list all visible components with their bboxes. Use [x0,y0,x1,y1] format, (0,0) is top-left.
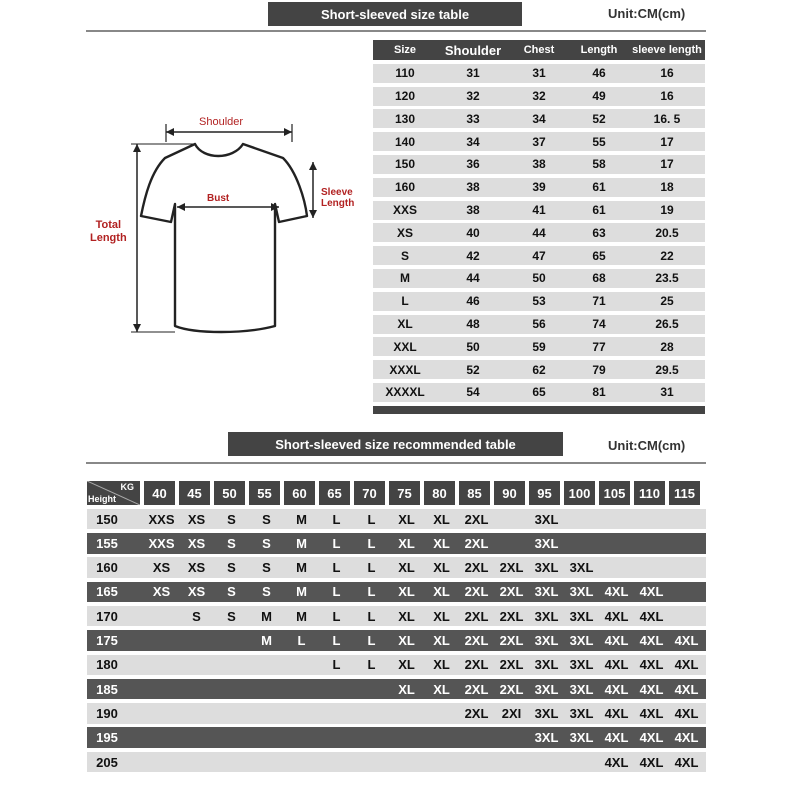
cell-length: 81 [592,385,606,400]
size-cell: 4XL [604,730,629,746]
cell-chest: 65 [532,385,546,400]
size-cell: 2XL [464,657,489,673]
size-cell: 2XL [499,560,524,576]
height-label: Height [88,494,116,504]
size-cell: XS [152,560,171,576]
cell-sleeve-length: 19 [660,203,674,218]
size-table [373,40,705,414]
cell-size: L [401,294,409,309]
size-cell: XS [187,560,206,576]
size-table-row [373,178,705,197]
cell-sleeve-length: 29.5 [655,362,679,377]
size-cell: XL [433,681,450,697]
cell-sleeve-length: 17 [660,157,674,172]
cell-shoulder: 52 [466,362,480,377]
cell-length: 61 [592,203,606,218]
size-cell: 2XL [499,584,524,600]
cell-length: 79 [592,362,606,377]
height-cell: 155 [96,535,118,551]
size-cell: L [332,657,341,673]
cell-length: 63 [592,225,606,240]
size-cell: XL [433,608,450,624]
height-cell: 160 [96,560,118,576]
cell-chest: 53 [532,294,546,309]
size-cell: 3XL [534,608,559,624]
size-cell: 2XL [464,681,489,697]
size-cell: 4XL [639,754,664,770]
cell-chest: 50 [532,271,546,286]
cell-sleeve-length: 25 [660,294,674,309]
size-table-header [373,40,705,60]
size-cell: 2XL [464,608,489,624]
cell-shoulder: 38 [466,203,480,218]
height-cell: 170 [96,608,118,624]
size-cell: 3XL [569,584,594,600]
cell-sleeve-length: 18 [660,180,674,195]
cell-shoulder: 36 [466,157,480,172]
cell-length: 55 [592,134,606,149]
rec-table-row [87,752,706,773]
cell-size: 160 [394,180,416,195]
size-cell: XXS [148,511,175,527]
cell-sleeve-length: 28 [660,339,674,354]
size-cell: 4XL [639,608,664,624]
height-cell: 205 [96,754,118,770]
sleeve-label-line1: Sleeve [321,187,353,198]
size-cell: XL [398,560,415,576]
size-cell: L [332,511,341,527]
size-cell: 2XL [464,511,489,527]
size-cell: 2XL [464,560,489,576]
weight-header: 110 [634,481,665,505]
kg-label: KG [120,482,134,492]
size-cell: 4XL [674,633,699,649]
size-table-footer-bar [373,406,705,414]
cell-size: XXS [392,203,417,218]
header-length: Length [580,44,618,56]
size-cell: 3XL [569,633,594,649]
size-cell: S [262,511,271,527]
size-cell: XL [433,584,450,600]
rec-table-row [87,655,706,676]
size-cell: 2XL [499,657,524,673]
cell-size: XXL [393,339,417,354]
size-cell: M [296,608,307,624]
size-cell: 3XL [534,705,559,721]
height-cell: 190 [96,705,118,721]
header-shoulder: Shoulder [444,42,502,58]
shoulder-label: Shoulder [199,116,244,128]
total-label-line2: Length [90,232,127,244]
weight-header: 60 [284,481,315,505]
size-cell: XS [187,584,206,600]
size-table-row [373,246,705,265]
size-cell: 2XL [464,705,489,721]
size-cell: 2XL [464,535,489,551]
cell-size: XXXL [389,362,421,377]
cell-chest: 37 [532,134,546,149]
cell-shoulder: 32 [466,89,480,104]
size-cell: S [227,608,236,624]
total-length-label [90,219,127,245]
size-table-body [373,64,705,402]
rec-table-row [87,582,706,603]
rec-table-body [87,509,706,772]
cell-size: 150 [394,157,416,172]
weight-header: 85 [459,481,490,505]
rec-table-row [87,533,706,554]
size-cell: 4XL [639,681,664,697]
cell-size: 110 [395,66,415,81]
cell-shoulder: 44 [466,271,480,286]
size-cell: S [192,608,201,624]
size-cell: 4XL [639,584,664,600]
size-cell: L [367,608,376,624]
weight-header: 50 [214,481,245,505]
size-cell: L [367,535,376,551]
rec-table-row [87,630,706,651]
cell-size: 140 [394,134,416,149]
size-cell: L [367,560,376,576]
cell-sleeve-length: 23.5 [655,271,679,286]
size-cell: M [296,535,307,551]
cell-sleeve-length: 17 [660,134,674,149]
weight-header: 105 [599,481,630,505]
cell-chest: 32 [532,89,546,104]
size-cell: L [332,633,341,649]
weight-header: 75 [389,481,420,505]
rec-table-row [87,679,706,700]
size-table-row [373,155,705,174]
cell-length: 58 [592,157,606,172]
cell-shoulder: 31 [466,66,480,81]
tshirt-outline [141,144,307,332]
size-cell: XS [187,511,206,527]
size-cell: 3XL [569,657,594,673]
size-cell: 3XL [569,608,594,624]
size-cell: M [296,511,307,527]
cell-size: S [400,248,409,263]
size-table-unit: Unit:CM(cm) [608,6,686,21]
size-cell: XL [398,608,415,624]
size-cell: L [332,560,341,576]
size-cell: 3XL [534,657,559,673]
cell-size: XXXXL [385,385,425,400]
size-cell: 2XL [464,633,489,649]
cell-size: 130 [394,111,416,126]
size-cell: S [262,560,271,576]
cell-length: 71 [592,294,606,309]
size-cell: 3XL [534,633,559,649]
rec-table-header [87,481,706,505]
size-cell: 3XL [534,560,559,576]
size-cell: S [227,535,236,551]
weight-header: 65 [319,481,350,505]
size-cell: 3XL [569,681,594,697]
cell-length: 52 [592,111,606,126]
size-cell: XL [433,511,450,527]
cell-length: 74 [592,317,606,332]
size-cell: XL [398,633,415,649]
weight-header: 100 [564,481,595,505]
rec-table-unit: Unit:CM(cm) [608,438,686,453]
size-cell: L [332,535,341,551]
size-cell: 3XL [534,511,559,527]
weight-header: 40 [144,481,175,505]
size-cell: L [367,584,376,600]
cell-shoulder: 40 [466,225,480,240]
size-table-row [373,64,705,83]
size-cell: S [262,584,271,600]
height-cell: 180 [96,657,118,673]
cell-length: 49 [592,89,606,104]
size-cell: 2XL [499,681,524,697]
size-cell: L [367,511,376,527]
cell-chest: 31 [532,66,546,81]
cell-sleeve-length: 26.5 [655,317,679,332]
size-cell: XS [152,584,171,600]
rec-table-row [87,703,706,724]
cell-chest: 59 [532,339,546,354]
cell-sleeve-length: 31 [660,385,674,400]
size-cell: XL [398,584,415,600]
size-table-title: Short-sleeved size table [268,2,522,26]
size-cell: 4XL [674,754,699,770]
size-cell: 4XL [639,730,664,746]
size-table-row [373,269,705,288]
size-cell: XL [398,681,415,697]
weight-header: 55 [249,481,280,505]
middle-divider [86,462,706,464]
height-cell: 175 [96,633,118,649]
size-cell: 3XL [534,681,559,697]
size-cell: 2XL [499,633,524,649]
cell-size: M [400,271,410,286]
cell-sleeve-length: 16. 5 [653,111,681,126]
cell-length: 68 [592,271,606,286]
cell-shoulder: 48 [466,317,480,332]
size-cell: XL [433,560,450,576]
cell-shoulder: 34 [466,134,480,149]
size-table-row [373,315,705,334]
size-table-row [373,109,705,128]
sleeve-length-label [321,187,354,209]
cell-chest: 44 [532,225,546,240]
size-cell: 4XL [604,608,629,624]
size-cell: 3XL [569,705,594,721]
cell-size: 120 [394,89,416,104]
cell-size: XL [397,317,413,332]
total-label-line1: Total [95,219,122,231]
weight-header: 95 [529,481,560,505]
size-cell: 2XI [501,705,522,721]
size-cell: 3XL [534,535,559,551]
header-sleeve-length: sleeve length [632,44,702,56]
size-cell: 3XL [534,730,559,746]
cell-sleeve-length: 16 [660,66,674,81]
size-cell: 2XL [499,608,524,624]
rec-table [87,481,706,772]
size-cell: 4XL [674,657,699,673]
cell-chest: 39 [532,180,546,195]
cell-chest: 38 [532,157,546,172]
cell-sleeve-length: 22 [660,248,674,263]
top-divider [86,30,706,32]
height-cell: 165 [96,584,118,600]
size-cell: L [297,633,306,649]
cell-sleeve-length: 16 [660,89,674,104]
size-cell: 4XL [604,657,629,673]
size-cell: 4XL [604,754,629,770]
size-cell: 4XL [604,584,629,600]
cell-shoulder: 33 [466,111,480,126]
size-table-row [373,132,705,151]
cell-chest: 41 [532,203,546,218]
weight-header: 45 [179,481,210,505]
size-cell: S [227,584,236,600]
cell-chest: 34 [532,111,546,126]
sleeve-label-line2: Length [321,198,355,209]
bust-label: Bust [207,193,230,204]
size-cell: 3XL [534,584,559,600]
rec-table-row [87,606,706,627]
rec-table-row [87,727,706,748]
size-cell: 4XL [604,681,629,697]
size-cell: XL [433,657,450,673]
cell-length: 77 [592,339,606,354]
size-cell: 2XL [464,584,489,600]
cell-length: 61 [592,180,606,195]
size-cell: 4XL [639,633,664,649]
size-cell: XS [187,535,206,551]
header-chest: Chest [523,44,555,56]
size-cell: M [261,608,272,624]
cell-chest: 62 [532,362,546,377]
size-cell: M [296,560,307,576]
size-table-row [373,87,705,106]
size-table-row [373,383,705,402]
size-cell: XXS [148,535,175,551]
size-cell: L [367,633,376,649]
weight-header: 80 [424,481,455,505]
cell-chest: 56 [532,317,546,332]
size-cell: XL [433,633,450,649]
rec-corner-cell [87,481,140,505]
tshirt-diagram [85,100,365,355]
weight-header: 115 [669,481,700,505]
cell-length: 65 [592,248,606,263]
cell-shoulder: 46 [466,294,480,309]
size-cell: 3XL [569,560,594,576]
size-cell: L [367,657,376,673]
size-cell: S [227,560,236,576]
cell-length: 46 [592,66,606,81]
size-cell: XL [433,535,450,551]
weight-header: 70 [354,481,385,505]
height-cell: 150 [96,511,118,527]
size-cell: S [262,535,271,551]
size-cell: L [332,584,341,600]
cell-shoulder: 42 [466,248,480,263]
size-cell: XL [398,511,415,527]
size-cell: XL [398,535,415,551]
size-cell: 4XL [604,705,629,721]
cell-chest: 47 [532,248,546,263]
height-cell: 195 [96,730,118,746]
header-size: Size [393,44,416,56]
weight-header: 90 [494,481,525,505]
cell-sleeve-length: 20.5 [655,225,679,240]
size-cell: 3XL [569,730,594,746]
size-table-row [373,201,705,220]
cell-shoulder: 50 [466,339,480,354]
size-cell: L [332,608,341,624]
size-table-row [373,292,705,311]
size-table-row [373,337,705,356]
cell-size: XS [396,225,413,240]
size-cell: M [296,584,307,600]
height-cell: 185 [96,681,118,697]
cell-shoulder: 54 [466,385,480,400]
size-cell: M [261,633,272,649]
size-cell: 4XL [639,705,664,721]
rec-table-row [87,557,706,578]
size-cell: 4XL [674,705,699,721]
size-cell: XL [398,657,415,673]
rec-table-title: Short-sleeved size recommended table [228,432,563,456]
size-cell: S [227,511,236,527]
size-table-row [373,223,705,242]
size-table-row [373,360,705,379]
cell-shoulder: 38 [466,180,480,195]
size-cell: 4XL [604,633,629,649]
rec-table-row [87,509,706,530]
size-cell: 4XL [674,681,699,697]
size-cell: 4XL [674,730,699,746]
size-cell: 4XL [639,657,664,673]
